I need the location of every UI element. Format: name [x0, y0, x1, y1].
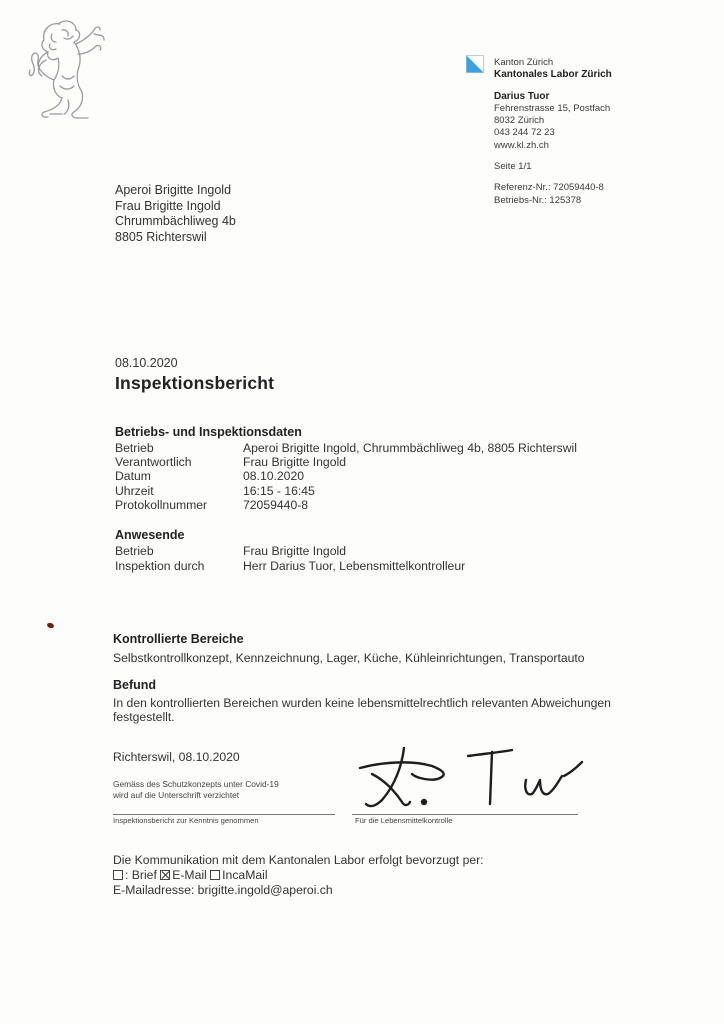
recipient-line: Chrummbächliweg 4b — [115, 214, 236, 229]
recipient-line: 8805 Richterswil — [115, 229, 207, 244]
befund-line-2: festgestellt. — [113, 710, 175, 724]
document-date: 08.10.2020 — [115, 356, 178, 370]
sender-street: Fehrenstrasse 15, Postfach — [494, 102, 611, 114]
signature-line-left — [113, 814, 335, 815]
row-value: Frau Brigitte Ingold — [243, 544, 346, 558]
sender-city: 8032 Zürich — [494, 115, 545, 127]
sender-address-block — [494, 57, 612, 207]
email-checkbox[interactable] — [160, 870, 170, 880]
incamail-label: IncaMail — [222, 868, 268, 882]
brief-checkbox[interactable] — [113, 870, 123, 880]
sender-labor: Kantonales Labor Zürich — [494, 69, 612, 81]
row-value: 16:15 - 16:45 — [243, 484, 315, 498]
covid-note-line: Gemäss des Schutzkonzepts unter Covid-19 — [113, 779, 279, 789]
row-label: Inspektion durch — [115, 559, 205, 573]
email-label: E-Mail — [172, 868, 207, 882]
row-value: Aperoi Brigitte Ingold, Chrummbächliweg 4b, 8805 Richterswil — [243, 441, 577, 455]
communication-options — [113, 868, 268, 883]
paper-speck — [46, 622, 54, 629]
covid-note — [113, 779, 279, 800]
signature-line-right — [352, 814, 578, 815]
row-value: Frau Brigitte Ingold — [243, 455, 346, 469]
email-address: E-Mailadresse: brigitte.ingold@aperoi.ch — [113, 883, 333, 897]
row-label: Datum — [115, 469, 151, 483]
page-indicator: Seite 1/1 — [494, 161, 532, 173]
row-label: Protokollnummer — [115, 498, 208, 512]
section-heading-anwesende: Anwesende — [115, 528, 185, 542]
sender-name: Darius Tuor — [494, 90, 550, 102]
befund-line-1: In den kontrollierten Bereichen wurden keine lebensmittelrechtlich relevanten Abweichungen — [113, 696, 611, 710]
bereiche-text: Selbstkontrollkonzept, Kennzeichnung, Lager, Küche, Kühleinrichtungen, Transportauto — [113, 651, 585, 665]
zurich-flag-icon — [466, 55, 484, 73]
right-signature-caption: Für die Lebensmittelkontrolle — [355, 816, 453, 825]
row-label: Betrieb — [115, 441, 154, 455]
betriebs-number: Betriebs-Nr.: 125378 — [494, 194, 582, 206]
row-value: 08.10.2020 — [243, 469, 304, 483]
sender-web: www.kl.zh.ch — [494, 139, 549, 151]
sender-phone: 043 244 72 23 — [494, 127, 555, 139]
recipient-line: Aperoi Brigitte Ingold — [115, 183, 232, 197]
section-heading-betriebsdaten: Betriebs- und Inspektionsdaten — [115, 425, 302, 439]
communication-intro: Die Kommunikation mit dem Kantonalen Labor erfolgt bevorzugt per: — [113, 853, 484, 867]
document-title: Inspektionsbericht — [115, 373, 275, 393]
row-label: Betrieb — [115, 544, 154, 558]
covid-note-line: wird auf die Unterschrift verzichtet — [113, 789, 240, 800]
row-value: Herr Darius Tuor, Lebensmittelkontrolleur — [243, 559, 466, 573]
handwritten-signature — [352, 744, 612, 818]
brief-label: : Brief — [125, 868, 157, 882]
row-value: 72059440-8 — [243, 498, 309, 512]
section-heading-bereiche: Kontrollierte Bereiche — [113, 632, 244, 646]
reference-number: Referenz-Nr.: 72059440-8 — [494, 182, 604, 194]
left-signature-caption: Inspektionsbericht zur Kenntnis genommen — [113, 816, 259, 825]
recipient-line: Frau Brigitte Ingold — [115, 198, 221, 213]
recipient-address — [115, 183, 236, 245]
place-date: Richterswil, 08.10.2020 — [113, 750, 240, 764]
zurich-lion-logo-icon — [22, 14, 114, 126]
sender-kanton: Kanton Zürich — [494, 57, 554, 68]
incamail-checkbox[interactable] — [210, 870, 220, 880]
section-heading-befund: Befund — [113, 678, 157, 692]
row-label: Verantwortlich — [115, 455, 192, 469]
row-label: Uhrzeit — [115, 484, 154, 498]
